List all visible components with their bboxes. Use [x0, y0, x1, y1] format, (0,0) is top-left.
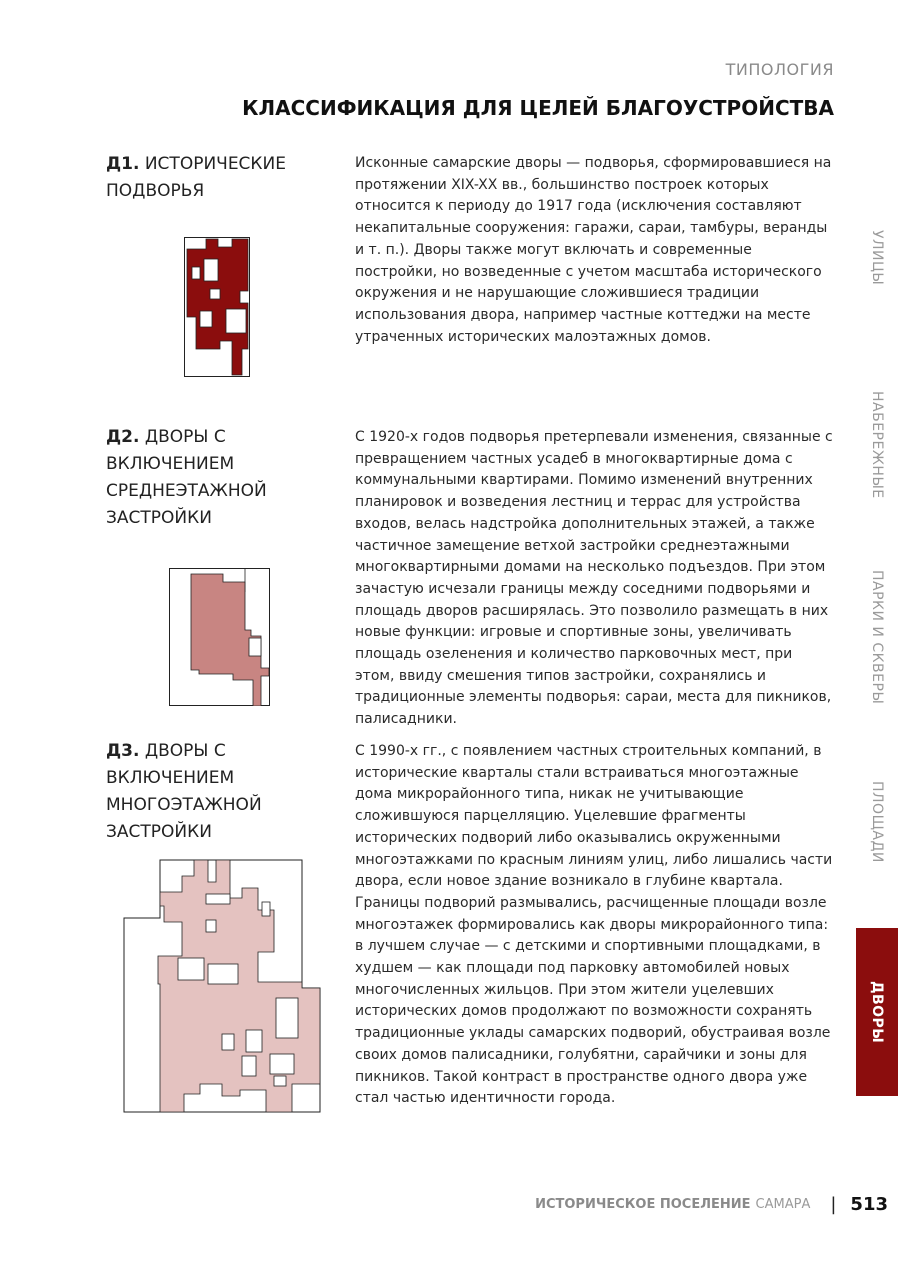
- tab-streets[interactable]: [856, 218, 898, 298]
- tab-label: ПАРКИ И СКВЕРЫ: [869, 569, 885, 705]
- block-title-d1: [106, 151, 326, 205]
- section-label: ТИПОЛОГИЯ: [725, 60, 834, 79]
- block-title-text: ДВОРЫ С ВКЛЮЧЕНИЕМ МНОГОЭТАЖНОЙ ЗАСТРОЙКИ: [106, 741, 262, 842]
- block-text-d3: С 1990-х гг., с появлением частных строительных компаний, в исторические кварталы стали встраиваться многоэтажные дома микрорайонного типа, никак не учитывающие сложившуюся парцелляцию. Уцелевшие фрагменты исторических подворий либо оказывались окруженными многоэтажками по красным линиям улиц, либо лишались части двора, если новое здание возникало в глубине квартала. Границы подворий размывались, расчищенные площади возле многоэтажек формировались как дворы микрорайонного типа: в лучшем случае — с детскими и спортивными площадками, в худшем — как площади под парковку автомобилей новых многочисленных жильцов. При этом жители уцелевших исторических домов продолжают по возможности сохранять традиционные уклады самарских подворий, обустраивая возле своих домов палисадники, голубятни, сарайчики и зоны для пикников. Такой контраст в пространстве одного двора уже стал частью идентичности города.: [355, 743, 833, 1107]
- tab-label: ДВОРЫ: [869, 980, 885, 1044]
- footer-separator: |: [830, 1193, 837, 1215]
- block-title-text: ДВОРЫ С ВКЛЮЧЕНИЕМ СРЕДНЕЭТАЖНОЙ ЗАСТРОЙКИ: [106, 427, 267, 528]
- block-title-text: ИСТОРИЧЕСКИЕ ПОДВОРЬЯ: [106, 154, 286, 201]
- block-code: Д1.: [106, 154, 140, 174]
- courtyard-plan-d1: [184, 237, 250, 377]
- page-number: 513: [850, 1193, 888, 1215]
- block-title-d3: [106, 738, 326, 846]
- block-text-d2: С 1920-х годов подворья претерпевали изменения, связанные с превращением частных усадеб в многоквартирные дома с коммунальными квартирами. Помимо изменений внутренних планировок и возведения лестниц и террас для устройства входов, велась надстройка дополнительных этажей, а также частичное замещение ветхой застройки среднеэтажными многоквартирными домами на несколько подъездов. При этом зачастую исчезали границы между соседними подворьями и площадь дворов расширялась. Это позволило размещать в них новые функции: игровые и спортивные зоны, увеличивать площадь озеленения и количество парковочных мест, при этом, ввиду смешения типов застройки, сохранялись и традиционные элементы подворья: сараи, места для пикников, палисадники.: [355, 429, 833, 728]
- courtyard-plan-d3: [122, 858, 322, 1114]
- page-footer: [535, 1190, 888, 1218]
- block-code: Д3.: [106, 741, 140, 761]
- footer-title-strong: ИСТОРИЧЕСКОЕ ПОСЕЛЕНИЕ: [535, 1196, 751, 1212]
- tab-plazas[interactable]: [856, 772, 898, 872]
- tab-label: НАБЕРЕЖНЫЕ: [869, 391, 885, 499]
- tab-label: УЛИЦЫ: [869, 230, 885, 286]
- tab-label: ПЛОЩАДИ: [869, 781, 885, 863]
- footer-title-light: САМАРА: [755, 1196, 811, 1212]
- block-title-d2: [106, 424, 326, 532]
- page-title: КЛАССИФИКАЦИЯ ДЛЯ ЦЕЛЕЙ БЛАГОУСТРОЙСТВА: [242, 96, 834, 120]
- courtyard-plan-d2: [169, 568, 270, 706]
- tab-embankments[interactable]: [856, 385, 898, 505]
- tab-parks-squares[interactable]: [856, 562, 898, 712]
- block-text-d1: Исконные самарские дворы — подворья, сформировавшиеся на протяжении XIX-XX вв., большинство построек которых относится к периоду до 1917 года (исключения составляют некапитальные сооружения: гаражи, сараи, тамбуры, веранды и т. п.). Дворы также могут включать и современные постройки, но возведенные с учетом масштаба исторического окружения и не нарушающие сложившиеся традиции использования двора, например частные коттеджи на месте утраченных исторических малоэтажных домов.: [355, 155, 832, 345]
- tab-courtyards[interactable]: [856, 928, 898, 1096]
- block-code: Д2.: [106, 427, 140, 447]
